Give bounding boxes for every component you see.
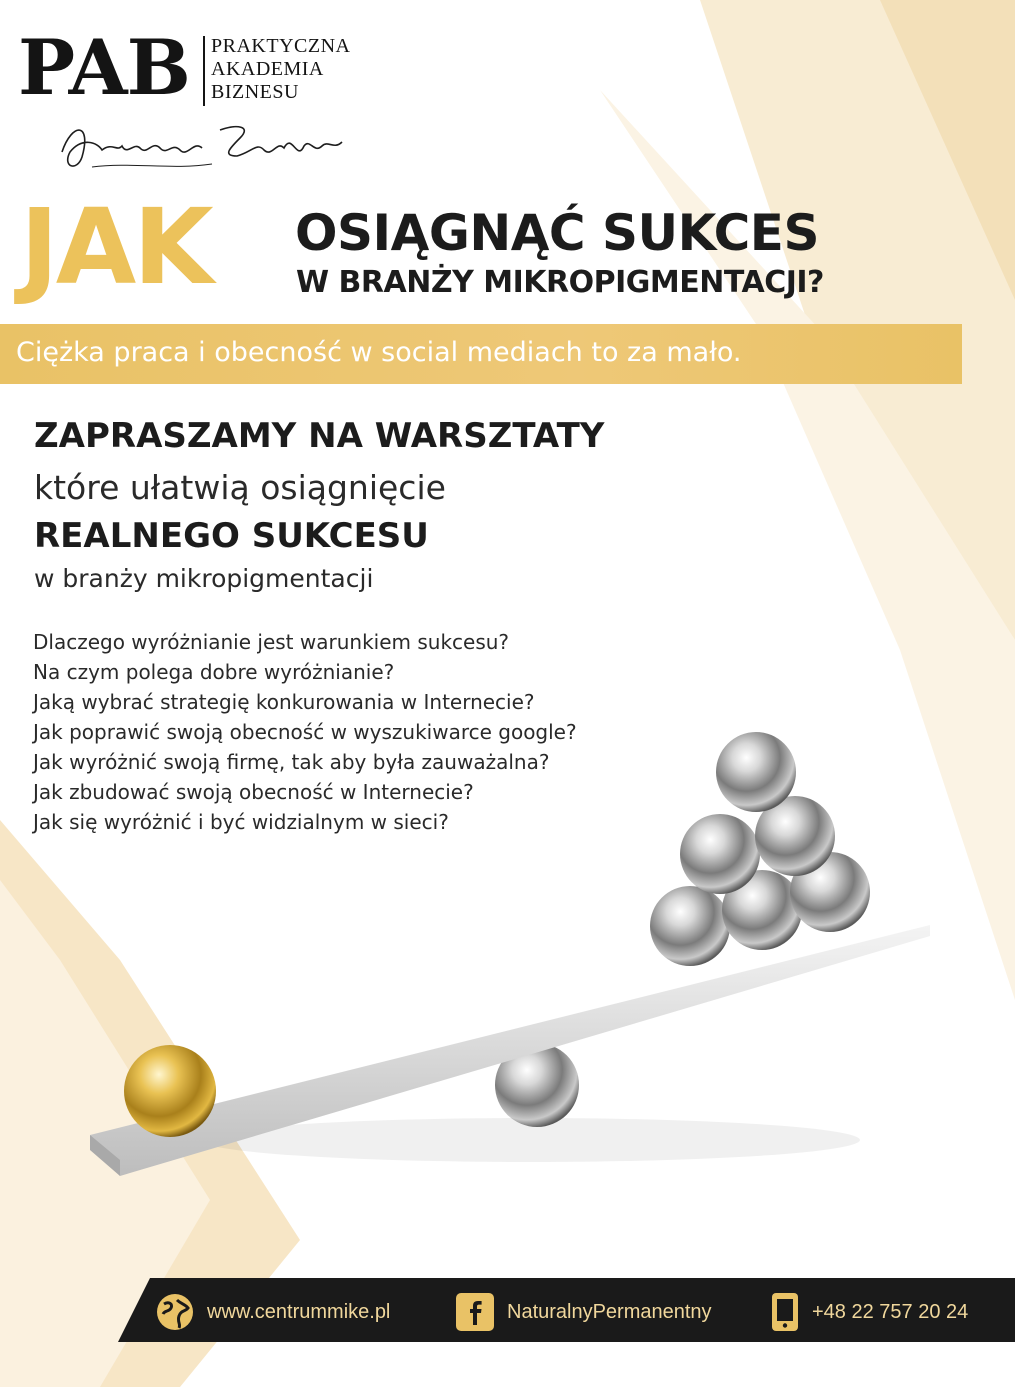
globe-icon: [155, 1292, 195, 1332]
headline-line-2: W BRANŻY MIKROPIGMENTACJI?: [296, 265, 824, 300]
logo-divider: [203, 36, 205, 106]
list-item: Jak poprawić swoją obecność w wyszukiwarce google?: [33, 720, 577, 744]
logo-subtitle: [211, 35, 350, 104]
footer-phone[interactable]: [770, 1292, 968, 1332]
list-item: Jaką wybrać strategię konkurowania w Internecie?: [33, 690, 535, 714]
tagline-text: Ciężka praca i obecność w social mediach to za mało.: [16, 337, 742, 368]
headline-line-1: OSIĄGNĄĆ SUKCES: [295, 204, 819, 262]
list-item: Jak wyróżnić swoją firmę, tak aby była zauważalna?: [33, 750, 550, 774]
gold-ball: [124, 1045, 216, 1137]
logo-line-3: BIZNESU: [211, 81, 299, 103]
footer-phone-text: +48 22 757 20 24: [812, 1300, 969, 1323]
facebook-icon: [455, 1292, 495, 1332]
list-item: Jak zbudować swoją obecność w Internecie?: [33, 780, 474, 804]
logo-mark: PAB: [18, 23, 190, 112]
logo-line-1: PRAKTYCZNA: [211, 35, 351, 57]
invite-context: w branży mikropigmentacji: [34, 564, 374, 593]
list-item: Na czym polega dobre wyróżnianie?: [33, 660, 395, 684]
invite-highlight: REALNEGO SUKCESU: [34, 516, 429, 556]
footer-facebook-text: NaturalnyPermanentny: [507, 1300, 712, 1323]
headline-jak: JAK: [20, 186, 211, 308]
signature-image: [52, 112, 352, 182]
footer-website-text: www.centrummike.pl: [207, 1300, 391, 1323]
balance-illustration: [80, 720, 940, 1200]
list-item: Jak się wyróżnić i być widzialnym w sieci?: [33, 810, 449, 834]
footer-facebook[interactable]: [455, 1292, 712, 1332]
list-item: Dlaczego wyróżnianie jest warunkiem sukcesu?: [33, 630, 510, 654]
invite-subline: które ułatwią osiągnięcie: [34, 468, 446, 507]
phone-icon: [770, 1292, 800, 1332]
logo-line-2: AKADEMIA: [211, 58, 324, 80]
footer-website[interactable]: [155, 1292, 390, 1332]
invite-heading: ZAPRASZAMY NA WARSZTATY: [34, 416, 605, 456]
